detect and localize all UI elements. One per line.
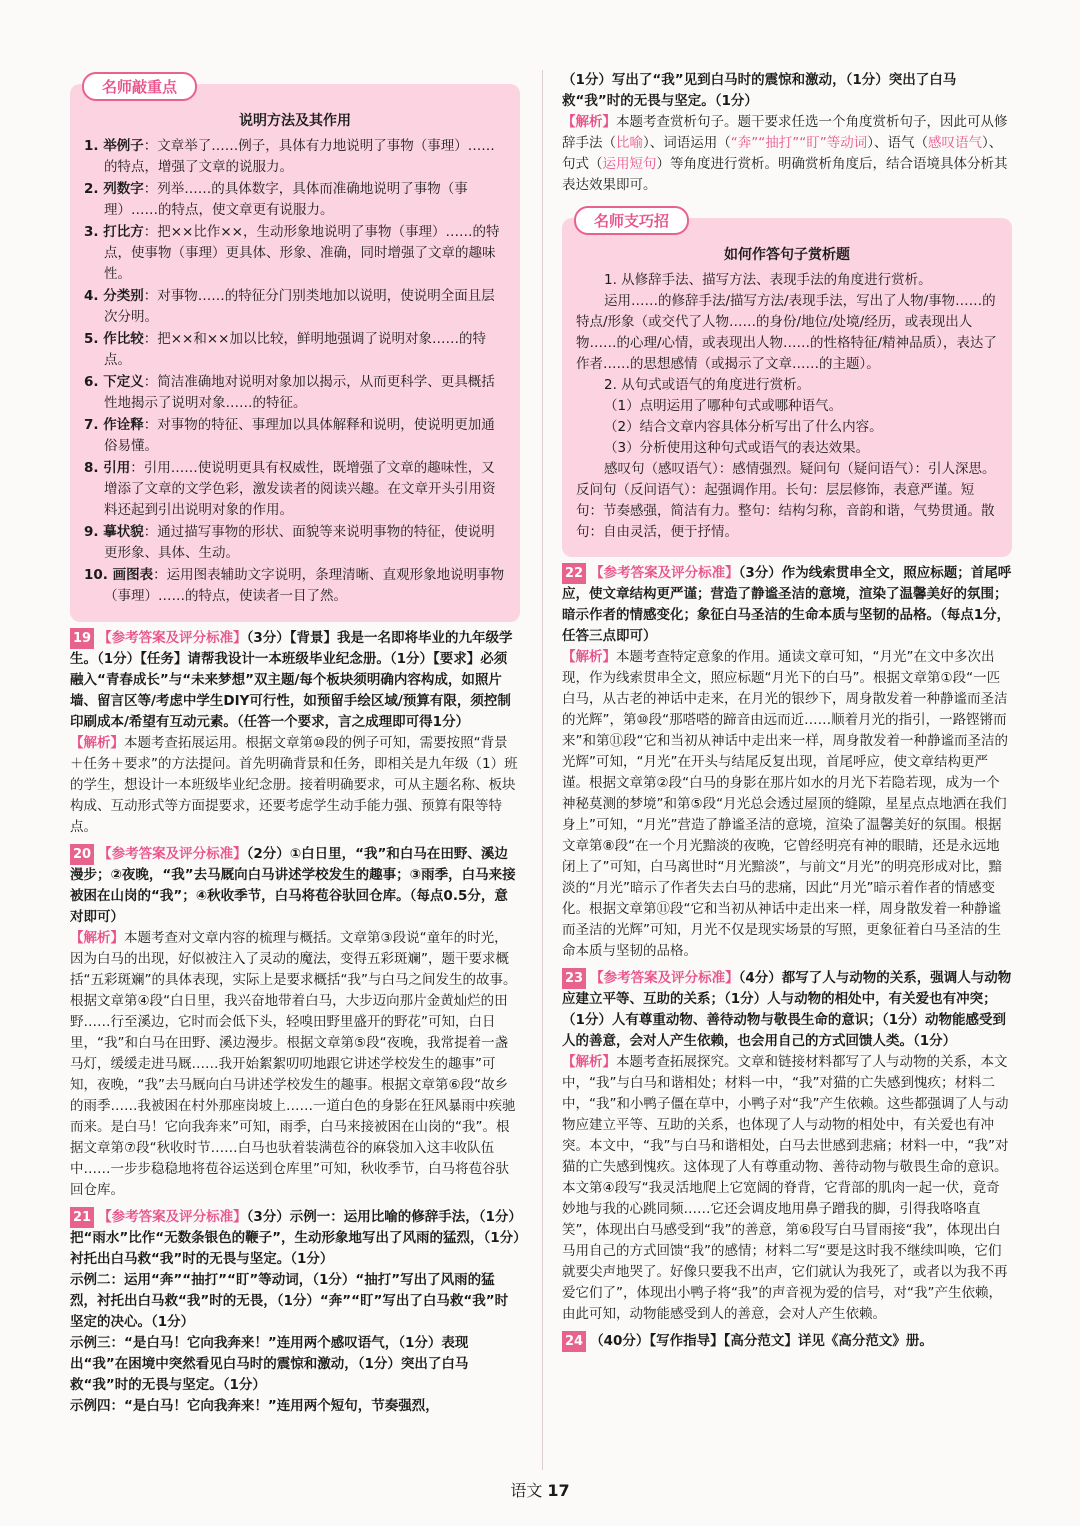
tips-header: 名师支巧招 [574, 206, 689, 235]
question-number: 19 [70, 628, 94, 649]
page-footer [0, 1478, 1080, 1501]
method-item: 6. 下定义：简洁准确地对说明对象加以揭示，从而更科学、更具概括性地揭示了说明对象……的特征。 [84, 374, 495, 411]
question-23: 23 【参考答案及评分标准】（4分）都写了人与动物的关系，强调人与动物应建立平等、互助的关系；（1分）人与动物的相处中，有关爱也有冲突；（1分）人有尊重动物、善待动物与敬畏生命的意识；（1分）动物能感受到人的善意，会对人产生依赖，也会用自己的方式回馈人类。（1分） 【解析】本题考查拓展探究。文章和链接材料都写了人与动物的关系，本文中，“我”与白马和谐相处；材料一中，“我”对猫的亡失感到愧疚；材料二中，“我”和小鸭子僵在草中，小鸭子对“我”产生依赖。这些都强调了人与动物应建立平等、互助的关系，也体现了人与动物的相处中，有关爱也有冲突。本文中，“我”与白马和谐相处，白马去世感到悲痛；材料一中，“我”对猫的亡失感到愧疚。这体现了人有尊重动物、善待动物与敬畏生命的意识。本文第④段写“我灵活地爬上它宽阔的脊背，它背部的肌肉一起一伏，竟奇妙地与我的心跳同频……它还会调皮地用鼻子蹭我的脚，引得我咯咯直笑”，体现出白马感受到“我”的善意，第⑥段写白马冒雨接“我”，体现出白马用自己的方式回馈“我”的感情；材料二写“要是这时我不继续叫唤，它们就要尖声地哭了。好像只要我不出声，它们就认为我死了，或者以为我不再爱它们了”，体现出小鸭子将“我”的声音视为爱的信号，对“我”产生依赖，由此可知，动物能感受到人的善意，会对人产生依赖。 [562, 970, 1012, 1322]
question-number: 22 [562, 563, 586, 584]
method-item: 2. 列数字：列举……的具体数字，具体而准确地说明了事物（事理）……的特点，使文章更有说服力。 [84, 181, 468, 218]
question-number: 21 [70, 1207, 94, 1228]
hint-verbs: “奔”“抽打”“盯”等动词 [730, 135, 868, 151]
tip-line: 运用……的修辞手法/描写方法/表现手法，写出了人物/事物……的特点/形象（或交代了人物……的身份/地位/处境/经历，或表现出人物……的心理/心情，或表现出人物……的性格特征/精神品质），表达了作者……的思想感情（或揭示了文章……的主题）。 [576, 293, 997, 372]
tips-title: 如何作答句子赏析题 [724, 247, 850, 263]
tip-line: 感叹句（感叹语气）：感情强烈。疑问句（疑问语气）：引人深思。反问句（反问语气）：起强调作用。长句：层层修饰，表意严谨。短句：节奏感强，简洁有力。整句：结构匀称，音韵和谐，气势贯通。散句：自由灵活，便于抒情。 [576, 461, 996, 540]
page-number: 17 [547, 1481, 570, 1500]
question-22: 22 【参考答案及评分标准】（3分）作为线索贯串全文，照应标题；首尾呼应，使文章结构更严谨；营造了静谧圣洁的意境，渲染了温馨美好的氛围；暗示作者的情感变化；象征白马圣洁的生命本质与坚韧的品格。（每点1分，任答三点即可） 【解析】本题考查特定意象的作用。通读文章可知，“月光”在文中多次出现，作为线索贯串全文，照应标题“月光下的白马”。根据文章第①段“一匹白马，从古老的神话中走来，在月光的银纱下，周身散发着一种静谧而圣洁的光辉”，第⑩段“那嗒嗒的蹄音由远而近……顺着月光的指引，一路铿锵而来”和第⑪段“它和当初从神话中走出来一样，周身散发着一种静谧而圣洁的光辉”可知，“月光”在开头与结尾反复出现，首尾呼应，使文章结构更严谨。根据文章第②段“白马的身影在那片如水的月光下若隐若现，成为一个神秘莫测的梦境”和第⑤段“月光总会透过屋顶的缝隙，星星点点地洒在我们身上”可知，“月光”营造了静谧圣洁的意境，渲染了温馨美好的氛围。根据文章第⑧段“在一个月光黯淡的夜晚，它曾经明亮有神的眼睛，还是永远地闭上了”可知，白马离世时“月光黯淡”，与前文“月光”的明亮形成对比，黯淡的“月光”暗示了作者失去白马的悲痛，因此“月光”暗示着作者的情感变化。根据文章第⑪段“它和当初从神话中走出来一样，周身散发着一种静谧而圣洁的光辉”可知，月光不仅是现实场景的写照，更象征着白马圣洁的生命本质与坚韧的品格。 [562, 565, 1012, 959]
question-21-cont: （1分）写出了“我”见到白马时的震惊和激动，（1分）突出了白马救“我”时的无畏与坚定。（1分） 【解析】本题考查赏析句子。题干要求任选一个角度赏析句子，因此可从修辞手法（比喻）、词语运用（“奔”“抽打”“盯”等动词）、语气（感叹语气）、句式（运用短句）等角度进行赏析。明确赏析角度后，结合语境具体分析其表达效果即可。 [562, 72, 1008, 193]
analysis-text: 本题考查拓展运用。根据文章第⑩段的例子可知，需要按照“背景＋任务＋要求”的方法提问。首先明确背景和任务，即相关是九年级（1）班的学生，想设计一本班级毕业纪念册。接着明确要求，可从主题名称、板块构成、互动形式等方面提要求，还要考虑学生动手能力强、预算有限等特点。 [70, 735, 518, 835]
hint-sentence: 运用短句 [602, 156, 657, 172]
method-item: 8. 引用：引用……使说明更具有权威性，既增强了文章的趣味性，又增添了文章的文学色彩，激发读者的阅读兴趣。在文章开头引用资料还起到引出说明对象的作用。 [84, 460, 496, 518]
tip-line: 2. 从句式或语气的角度进行赏析。 [604, 377, 811, 393]
analysis-tag: 【解析】 [562, 649, 616, 665]
tip-line: （1）点明运用了哪种句式或哪种语气。 [604, 398, 843, 414]
method-item: 3. 打比方：把××比作××，生动形象地说明了事物（事理）……的特点，使事物（事理）更具体、形象、准确，同时增强了文章的趣味性。 [84, 224, 500, 282]
method-item: 9. 摹状貌：通过描写事物的形状、面貌等来说明事物的特征，使说明更形象、具体、生动。 [84, 524, 495, 561]
right-column [562, 70, 1012, 1352]
question-19: 19 【参考答案及评分标准】（3分）【背景】我是一名即将毕业的九年级学生。（1分）【任务】请帮我设计一本班级毕业纪念册。（1分）【要求】必须融入“青春成长”与“未来梦想”双主题/每个板块须明确内容构成，如照片墙、留言区等/考虑中学生DIY可行性，如预留手绘区域/预算有限，须控制印刷成本/希望有互动元素。（任答一个要求，言之成理即可得1分） 【解析】本题考查拓展运用。根据文章第⑩段的例子可知，需要按照“背景＋任务＋要求”的方法提问。首先明确背景和任务，即相关是九年级（1）班的学生，想设计一本班级毕业纪念册。接着明确要求，可从主题名称、板块构成、互动形式等方面提要求，还要考虑学生动手能力强、预算有限等特点。 [70, 630, 518, 835]
key-points-title: 说明方法及其作用 [239, 113, 351, 129]
tip-line: （2）结合文章内容具体分析写出了什么内容。 [604, 419, 883, 435]
hint-rhetoric: 比喻 [616, 135, 643, 151]
analysis-text: 本题考查拓展探究。文章和链接材料都写了人与动物的关系，本文中，“我”与白马和谐相处；材料一中，“我”对猫的亡失感到愧疚；材料二中，“我”和小鸭子僵在草中，小鸭子对“我”产生依赖。这些都强调了人与动物应建立平等、互助的关系，也体现了人与动物的相处中，有关爱也有冲突。本文中，“我”与白马和谐相处，白马去世感到悲痛；材料一中，“我”对猫的亡失感到愧疚。这体现了人有尊重动物、善待动物与敬畏生命的意识。本文第④段写“我灵活地爬上它宽阔的脊背，它背部的肌肉一起一伏，竟奇妙地与我的心跳同频……它还会调皮地用鼻子蹭我的脚，引得我咯咯直笑”，体现出白马感受到“我”的善意，第⑥段写白马冒雨接“我”，体现出白马用自己的方式回馈“我”的感情；材料二写“要是这时我不继续叫唤，它们就要尖声地哭了。好像只要我不出声，它们就认为我死了，或者以为我不再爱它们了”，体现出小鸭子将“我”的声音视为爱的信号，对“我”产生依赖，由此可知，动物能感受到人的善意，会对人产生依赖。 [562, 1054, 1009, 1322]
method-item: 1. 举例子：文章举了……例子，具体有力地说明了事物（事理）……的特点，增强了文章的说服力。 [84, 138, 495, 175]
example-3: 示例三：“是白马！它向我奔来！”连用两个感叹语气，（1分）表现出“我”在困境中突然看见白马时的震惊和激动，（1分）突出了白马救“我”时的无畏与坚定。（1分） [70, 1335, 469, 1393]
method-item: 4. 分类别：对事物……的特征分门别类地加以说明，使说明全面且层次分明。 [84, 288, 495, 325]
analysis-text: 本题考查特定意象的作用。通读文章可知，“月光”在文中多次出现，作为线索贯串全文，照应标题“月光下的白马”。根据文章第①段“一匹白马，从古老的神话中走来，在月光的银纱下，周身散发着一种静谧而圣洁的光辉”，第⑩段“那嗒嗒的蹄音由远而近……顺着月光的指引，一路铿锵而来”和第⑪段“它和当初从神话中走出来一样，周身散发着一种静谧而圣洁的光辉”可知，“月光”在开头与结尾反复出现，首尾呼应，使文章结构更严谨。根据文章第②段“白马的身影在那片如水的月光下若隐若现，成为一个神秘莫测的梦境”和第⑤段“月光总会透过屋顶的缝隙，星星点点地洒在我们身上”可知，“月光”营造了静谧圣洁的意境，渲染了温馨美好的氛围。根据文章第⑧段“在一个月光黯淡的夜晚，它曾经明亮有神的眼睛，还是永远地闭上了”可知，白马离世时“月光黯淡”，与前文“月光”的明亮形成对比，黯淡的“月光”暗示了作者失去白马的悲痛，因此“月光”暗示着作者的情感变化。根据文章第⑪段“它和当初从神话中走出来一样，周身散发着一种静谧而圣洁的光辉”可知，月光不仅是现实场景的写照，更象征着白马圣洁的生命本质与坚韧的品格。 [562, 649, 1008, 959]
analysis-text: 本题考查对文章内容的梳理与概括。文章第③段说“童年的时光，因为白马的出现，好似被注入了灵动的魔法，变得五彩斑斓”，题干要求概括“五彩斑斓”的具体表现，实际上是要求概括“我”与白马之间发生的故事。根据文章第④段“白日里，我兴奋地带着白马，大步迈向那片金黄灿烂的田野……行至溪边，它时而会低下头，轻嗅田野里盛开的野花”可知，白日里，“我”和白马在田野、溪边漫步。根据文章第⑤段“夜晚，我常提着一盏马灯，缓缓走进马厩……我开始絮絮叨叨地跟它讲述学校发生的趣事”可知，夜晚，“我”去马厩向白马讲述学校发生的趣事。根据文章第⑥段“故乡的雨季……我被困在村外那座岗坡上……一道白色的身影在狂风暴雨中疾驰而来。是白马！它向我奔来”可知，雨季，白马来接被困在山岗的“我”。根据文章第⑦段“秋收时节……白马也驮着装满苞谷的麻袋加入这丰收队伍中……一步步稳稳地将苞谷运送到仓库里”可知，秋收季节，白马将苞谷驮回仓库。 [70, 930, 517, 1198]
analysis-tag: 【解析】 [70, 930, 124, 946]
column-divider [542, 70, 543, 1470]
left-column [70, 72, 520, 1417]
tip-line: （3）分析使用这种句式或语气的表达效果。 [604, 440, 870, 456]
question-24: 24 （40分）【写作指导】【高分范文】详见《高分范文》册。 [562, 1331, 1012, 1352]
key-points-box [70, 78, 520, 622]
question-number: 24 [562, 1331, 586, 1352]
analysis-tag: 【解析】 [562, 114, 616, 130]
key-points-header: 名师敲重点 [82, 72, 197, 101]
example-2: 示例二：运用“奔”“抽打”“盯”等动词，（1分）“抽打”写出了风雨的猛烈，衬托出白马救“我”时的无畏，（1分）“奔”“盯”写出了白马救“我”时坚定的决心。（1分） [70, 1272, 509, 1330]
analysis-tag: 【解析】 [70, 735, 124, 751]
example-4: 示例四：“是白马！它向我奔来！”连用两个短句，节奏强烈， [70, 1398, 439, 1414]
tip-line: 1. 从修辞手法、描写方法、表现手法的角度进行赏析。 [604, 272, 932, 288]
tips-box [562, 212, 1012, 557]
question-20: 20 【参考答案及评分标准】（2分）①白日里，“我”和白马在田野、溪边漫步；②夜晚，“我”去马厩向白马讲述学校发生的趣事；③雨季，白马来接被困在山岗的“我”；④秋收季节，白马将苞谷驮回仓库。（每点0.5分，意对即可） 【解析】本题考查对文章内容的梳理与概括。文章第③段说“童年的时光，因为白马的出现，好似被注入了灵动的魔法，变得五彩斑斓”，题干要求概括“五彩斑斓”的具体表现，实际上是要求概括“我”与白马之间发生的故事。根据文章第④段“白日里，我兴奋地带着白马，大步迈向那片金黄灿烂的田野……行至溪边，它时而会低下头，轻嗅田野里盛开的野花”可知，白日里，“我”和白马在田野、溪边漫步。根据文章第⑤段“夜晚，我常提着一盏马灯，缓缓走进马厩……我开始絮絮叨叨地跟它讲述学校发生的趣事”可知，夜晚，“我”去马厩向白马讲述学校发生的趣事。根据文章第⑥段“故乡的雨季……我被困在村外那座岗坡上……一道白色的身影在狂风暴雨中疾驰而来。是白马！它向我奔来”可知，雨季，白马来接被困在山岗的“我”。根据文章第⑦段“秋收时节……白马也驮着装满苞谷的麻袋加入这丰收队伍中……一步步稳稳地将苞谷运送到仓库里”可知，秋收季节，白马将苞谷驮回仓库。 [70, 846, 517, 1198]
method-item: 10. 画图表：运用图表辅助文字说明，条理清晰、直观形象地说明事物（事理）……的特点，使读者一目了然。 [84, 567, 505, 604]
hint-tone: 感叹语气 [927, 135, 982, 151]
question-21: 21 【参考答案及评分标准】（3分）示例一：运用比喻的修辞手法，（1分）把“雨水”比作“无数条银色的鞭子”，生动形象地写出了风雨的猛烈，（1分）衬托出白马救“我”时的无畏与坚定。（1分） 示例二：运用“奔”“抽打”“盯”等动词，（1分）“抽打”写出了风雨的猛烈，衬托出白马救“我”时的无畏，（1分）“奔”“盯”写出了白马救“我”时坚定的决心。（1分） 示例三：“是白马！它向我奔来！”连用两个感叹语气，（1分）表现出“我”在困境中突然看见白马时的震惊和激动，（1分）突出了白马救“我”时的无畏与坚定。（1分） 示例四：“是白马！它向我奔来！”连用两个短句，节奏强烈， [70, 1207, 520, 1417]
question-number: 23 [562, 968, 586, 989]
method-item: 7. 作诠释：对事物的特征、事理加以具体解释和说明，使说明更加通俗易懂。 [84, 417, 495, 454]
question-number: 20 [70, 844, 94, 865]
method-item: 5. 作比较：把××和××加以比较，鲜明地强调了说明对象……的特点。 [84, 331, 486, 368]
footer-subject: 语文 [510, 1481, 543, 1500]
analysis-tag: 【解析】 [562, 1054, 616, 1070]
